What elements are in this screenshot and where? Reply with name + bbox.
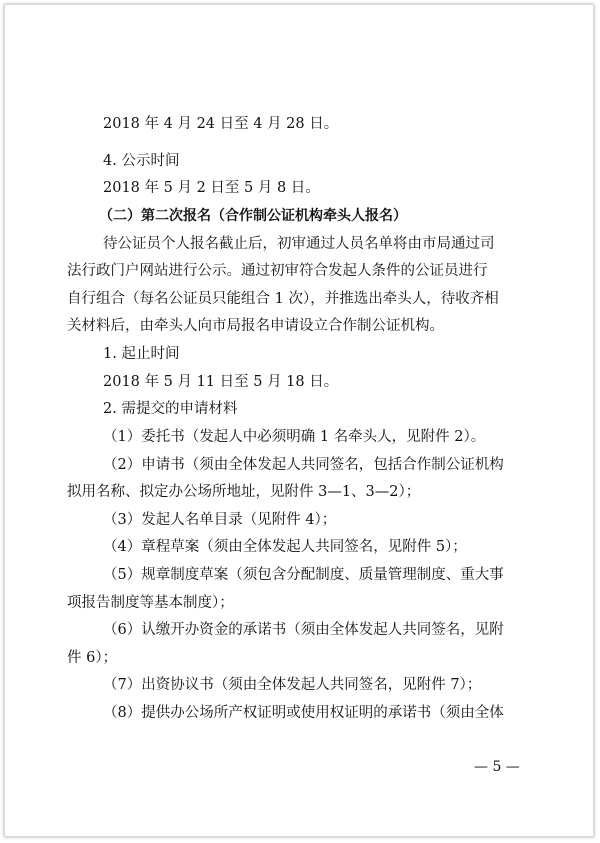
list-item-continuation: 件 6）； [67, 650, 118, 666]
paragraph-line: 待公证员个人报名截止后，初审通过人员名单将由市局通过司 [103, 236, 495, 252]
list-item-continuation: 拟用名称、拟定办公场所地址，见附件 3—1、3—2）； [67, 484, 421, 500]
list-item: （8）提供办公场所产权证明或使用权证明的承诺书（须由全体 [103, 705, 504, 721]
subsection-heading: （二）第二次报名（合作制公证机构牵头人报名） [99, 208, 407, 224]
list-item: （7）出资协议书（须由全体发起人共同签名，见附件 7）； [103, 677, 482, 693]
list-item: （2）申请书（须由全体发起人共同签名，包括合作制公证机构 [103, 457, 504, 473]
paragraph-line: 2018 年 4 月 24 日至 4 月 28 日。 [103, 116, 339, 132]
paragraph-line: 法行政门户网站进行公示。通过初审符合发起人条件的公证员进行 [67, 263, 488, 279]
paragraph-line: 关材料后，由牵头人向市局报名申请设立合作制公证机构。 [67, 318, 444, 334]
list-item-continuation: 项报告制度等基本制度）； [67, 595, 234, 611]
paragraph-line: 自行组合（每名公证员只能组合 1 次），并推选出牵头人，待收齐相 [67, 291, 499, 307]
document-page [4, 4, 594, 837]
paragraph-line: 2018 年 5 月 11 日至 5 月 18 日。 [103, 374, 339, 390]
section-heading: 1. 起止时间 [103, 346, 180, 362]
list-item: （3）发起人名单目录（见附件 4）； [103, 512, 337, 528]
list-item: （5）规章制度草案（须包含分配制度、质量管理制度、重大事 [103, 567, 504, 583]
section-heading: 4. 公示时间 [103, 153, 180, 169]
list-item: （6）认缴开办资金的承诺书（须由全体发起人共同签名，见附 [103, 622, 504, 638]
list-item: （1）委托书（发起人中必须明确 1 名牵头人，见附件 2）。 [103, 429, 486, 445]
paragraph-line: 2018 年 5 月 2 日至 5 月 8 日。 [103, 180, 320, 196]
list-item: （4）章程草案（须由全体发起人共同签名，见附件 5）； [103, 539, 467, 555]
page-number: — 5 — [474, 759, 520, 775]
section-heading: 2. 需提交的申请材料 [103, 401, 238, 417]
